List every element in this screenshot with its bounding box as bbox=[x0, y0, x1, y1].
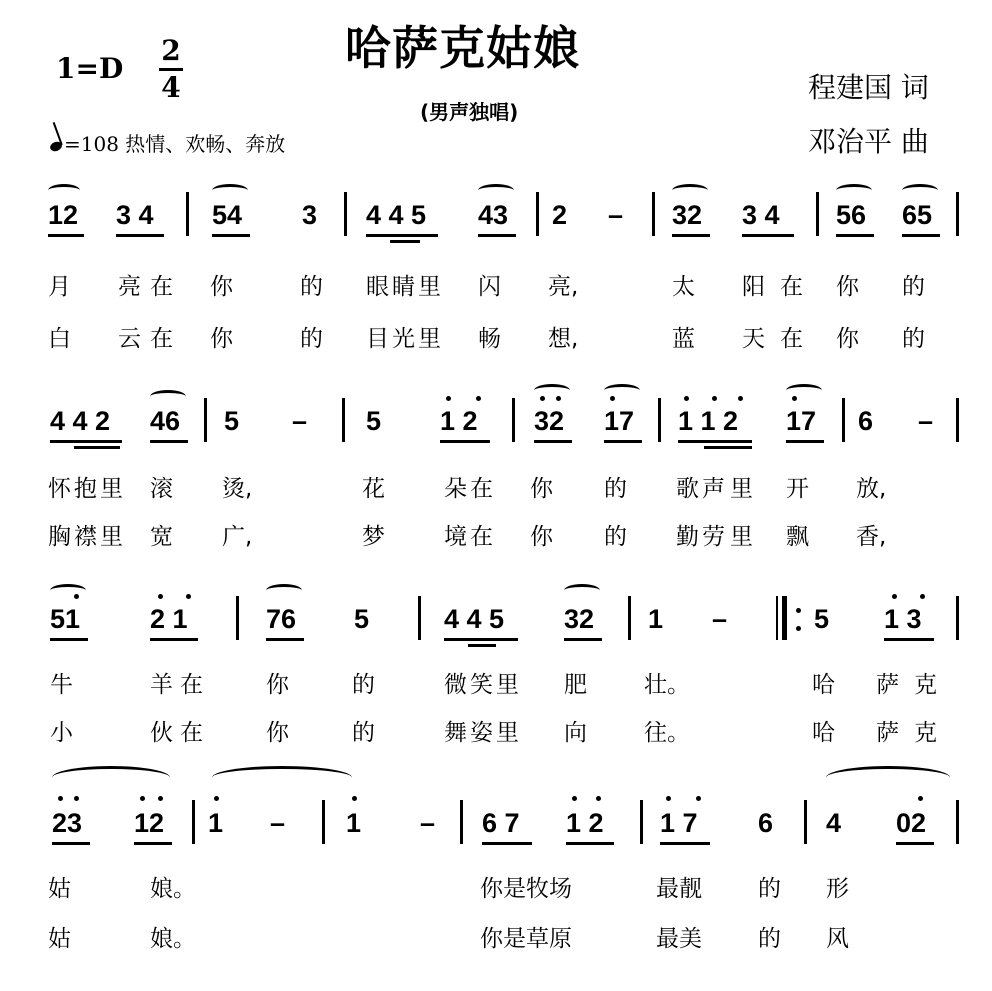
bar-line bbox=[322, 800, 325, 844]
note-group: 1 2 bbox=[440, 406, 478, 436]
beam-underline bbox=[134, 842, 172, 845]
lyric-1: 太 bbox=[672, 274, 695, 300]
note-group: 23 bbox=[52, 808, 83, 838]
lyric-2: 舞 bbox=[444, 720, 467, 746]
lyric-2: 风 bbox=[826, 926, 849, 952]
note-group: 1 2 bbox=[566, 808, 604, 838]
beam-underline bbox=[896, 842, 934, 845]
slur bbox=[50, 584, 86, 597]
lyric-1: 壮。 bbox=[644, 672, 690, 698]
high-octave-dot bbox=[610, 396, 615, 401]
note-group: 43 bbox=[478, 200, 509, 230]
high-octave-dot bbox=[712, 396, 717, 401]
lyric-1: 最靓 bbox=[656, 876, 702, 902]
bar-line bbox=[658, 398, 661, 442]
slur bbox=[150, 390, 186, 403]
lyric-2: 的 bbox=[758, 926, 781, 952]
note-group: 17 bbox=[786, 406, 817, 436]
beam-underline bbox=[366, 234, 438, 237]
lyric-1: 睛 bbox=[392, 274, 415, 300]
beam-underline bbox=[50, 638, 88, 641]
bar-line bbox=[956, 800, 959, 844]
lyric-2: 在 bbox=[150, 326, 173, 352]
bar-line bbox=[652, 192, 655, 236]
bar-line bbox=[628, 596, 631, 640]
lyric-1: 的 bbox=[604, 476, 627, 502]
lyric-1: 放, bbox=[856, 476, 887, 502]
lyric-1: 眼 bbox=[366, 274, 389, 300]
lyric-1: 的 bbox=[300, 274, 323, 300]
lyric-1: 闪 bbox=[478, 274, 501, 300]
bar-line bbox=[186, 192, 189, 236]
beam-underline bbox=[440, 440, 490, 443]
note-group: 5 bbox=[224, 406, 240, 436]
high-octave-dot bbox=[540, 396, 545, 401]
note-group: 3 4 bbox=[116, 200, 154, 230]
note-group: – bbox=[292, 406, 308, 436]
repeat-dot bbox=[796, 626, 801, 631]
lyric-2: 你 bbox=[836, 326, 859, 352]
note-group: – bbox=[918, 406, 934, 436]
bar-line bbox=[204, 398, 207, 442]
lyric-1: 在 bbox=[150, 274, 173, 300]
lyric-2: 的 bbox=[352, 720, 375, 746]
lyric-1: 怀 bbox=[48, 476, 71, 502]
lyric-1: 抱 bbox=[74, 476, 97, 502]
lyric-2: 里 bbox=[100, 524, 123, 550]
high-octave-dot bbox=[684, 396, 689, 401]
note-group: – bbox=[420, 808, 436, 838]
beam-underline bbox=[534, 440, 572, 443]
bar-line bbox=[236, 596, 239, 640]
note-group: 1 1 2 bbox=[678, 406, 739, 436]
high-octave-dot bbox=[792, 396, 797, 401]
note-group: 6 bbox=[758, 808, 774, 838]
note-group: 4 4 5 bbox=[444, 604, 505, 634]
slur bbox=[826, 766, 950, 789]
beam-underline bbox=[444, 638, 518, 641]
lyric-1: 里 bbox=[418, 274, 441, 300]
lyric-1: 里 bbox=[100, 476, 123, 502]
lyric-2: 胸 bbox=[48, 524, 71, 550]
slur bbox=[604, 384, 640, 397]
bar-line bbox=[536, 192, 539, 236]
lyric-2: 宽 bbox=[150, 524, 173, 550]
high-octave-dot bbox=[446, 396, 451, 401]
lyric-2: 襟 bbox=[74, 524, 97, 550]
lyric-1: 在 bbox=[780, 274, 803, 300]
beam-underline bbox=[150, 638, 198, 641]
lyric-2: 的 bbox=[902, 326, 925, 352]
time-signature bbox=[158, 34, 184, 105]
note-group: 5 bbox=[366, 406, 382, 436]
note-group: 32 bbox=[672, 200, 703, 230]
tempo-marking bbox=[50, 128, 285, 157]
note-group: – bbox=[712, 604, 728, 634]
note-group: 3 4 bbox=[742, 200, 780, 230]
lyric-2: 天 bbox=[742, 326, 765, 352]
beam-underline bbox=[74, 446, 120, 449]
lyric-2: 广, bbox=[222, 524, 253, 550]
high-octave-dot bbox=[738, 396, 743, 401]
lyric-2: 娘。 bbox=[150, 926, 196, 952]
bar-line bbox=[956, 596, 959, 640]
beam-underline bbox=[742, 234, 794, 237]
song-title: 哈萨克姑娘 bbox=[345, 21, 580, 75]
lyric-2: 你 bbox=[210, 326, 233, 352]
slur bbox=[48, 184, 80, 197]
bar-line bbox=[816, 192, 819, 236]
beam-underline bbox=[482, 842, 532, 845]
beam-underline bbox=[566, 842, 614, 845]
lyric-2: 姑 bbox=[48, 926, 71, 952]
high-octave-dot bbox=[158, 796, 163, 801]
key-signature: 1=D bbox=[56, 52, 124, 85]
lyric-1: 的 bbox=[902, 274, 925, 300]
beam-underline bbox=[836, 234, 874, 237]
note-group: 4 bbox=[826, 808, 842, 838]
beam-underline bbox=[150, 440, 188, 443]
note-group: 6 bbox=[858, 406, 874, 436]
lyric-2: 勤 bbox=[676, 524, 699, 550]
lyric-2: 里 bbox=[418, 326, 441, 352]
beam-underline bbox=[902, 234, 940, 237]
beam-underline bbox=[48, 234, 84, 237]
beam-underline bbox=[50, 440, 122, 443]
beam-underline bbox=[390, 240, 420, 243]
beam-underline bbox=[564, 638, 602, 641]
note-group: 56 bbox=[836, 200, 867, 230]
lyric-1: 烫, bbox=[222, 476, 253, 502]
lyric-2: 在 bbox=[470, 524, 493, 550]
high-octave-dot bbox=[352, 796, 357, 801]
lyric-2: 目 bbox=[366, 326, 389, 352]
lyric-1: 克 bbox=[914, 672, 937, 698]
lyric-2: 向 bbox=[564, 720, 587, 746]
beam-underline bbox=[266, 638, 304, 641]
slur bbox=[902, 184, 938, 197]
lyric-2: 小 bbox=[50, 720, 73, 746]
high-octave-dot bbox=[158, 594, 163, 599]
lyric-1: 萨 bbox=[876, 672, 899, 698]
note-group: 02 bbox=[896, 808, 927, 838]
staff-line-3 bbox=[0, 604, 992, 664]
note-group: 3 bbox=[302, 200, 318, 230]
lyric-1: 花 bbox=[362, 476, 385, 502]
note-group: 5 bbox=[814, 604, 830, 634]
lyric-1: 娘。 bbox=[150, 876, 196, 902]
slur bbox=[478, 184, 514, 197]
lyric-2: 你 bbox=[266, 720, 289, 746]
lyric-2: 往。 bbox=[644, 720, 690, 746]
lyric-2: 劳 bbox=[702, 524, 725, 550]
bar-line bbox=[842, 398, 845, 442]
slur bbox=[266, 584, 302, 597]
lyric-2: 想, bbox=[548, 326, 579, 352]
slur bbox=[212, 184, 248, 197]
high-octave-dot bbox=[596, 796, 601, 801]
lyric-1: 开 bbox=[786, 476, 809, 502]
lyric-2: 伙 bbox=[150, 720, 173, 746]
lyric-1: 哈 bbox=[812, 672, 835, 698]
lyric-1: 里 bbox=[496, 672, 519, 698]
lyric-1: 肥 bbox=[564, 672, 587, 698]
lyric-2: 在 bbox=[180, 720, 203, 746]
lyric-2: 你是草原 bbox=[480, 926, 572, 952]
note-group: 65 bbox=[902, 200, 933, 230]
lyric-1: 声 bbox=[702, 476, 725, 502]
bar-line bbox=[344, 192, 347, 236]
lyric-2: 境 bbox=[444, 524, 467, 550]
note-group: – bbox=[270, 808, 286, 838]
high-octave-dot bbox=[696, 796, 701, 801]
lyric-1: 歌 bbox=[676, 476, 699, 502]
high-octave-dot bbox=[920, 594, 925, 599]
high-octave-dot bbox=[140, 796, 145, 801]
beam-underline bbox=[478, 234, 516, 237]
beam-underline bbox=[786, 440, 824, 443]
note-group: 54 bbox=[212, 200, 243, 230]
bar-line bbox=[956, 192, 959, 236]
lyric-1: 你 bbox=[210, 274, 233, 300]
beam-underline bbox=[672, 234, 710, 237]
lyric-2: 梦 bbox=[362, 524, 385, 550]
note-group: 2 1 bbox=[150, 604, 188, 634]
lyric-2: 光 bbox=[392, 326, 415, 352]
note-group: 76 bbox=[266, 604, 297, 634]
lyric-1: 亮 bbox=[118, 274, 141, 300]
lyric-2: 的 bbox=[300, 326, 323, 352]
lyric-2: 里 bbox=[730, 524, 753, 550]
lyric-1: 牛 bbox=[50, 672, 73, 698]
lyric-2: 最美 bbox=[656, 926, 702, 952]
note-group: 1 3 bbox=[884, 604, 922, 634]
bar-line bbox=[418, 596, 421, 640]
lyric-1: 你 bbox=[266, 672, 289, 698]
bar-line bbox=[804, 800, 807, 844]
tempo-text: =108 热情、欢畅、奔放 bbox=[64, 132, 286, 156]
staff-line-4 bbox=[0, 808, 992, 868]
lyric-2: 姿 bbox=[470, 720, 493, 746]
lyric-1: 阳 bbox=[742, 274, 765, 300]
lyric-1: 微 bbox=[444, 672, 467, 698]
bar-line bbox=[342, 398, 345, 442]
slur bbox=[52, 766, 170, 789]
song-subtitle: (男声独唱) bbox=[420, 100, 519, 124]
lyric-1: 羊 bbox=[150, 672, 173, 698]
lyric-1: 你是牧场 bbox=[480, 876, 572, 902]
note-group: 1 bbox=[648, 604, 664, 634]
lyric-1: 在 bbox=[470, 476, 493, 502]
slur bbox=[672, 184, 708, 197]
lyricist-credit: 程建国 词 bbox=[808, 71, 929, 104]
lyric-2: 在 bbox=[780, 326, 803, 352]
high-octave-dot bbox=[186, 594, 191, 599]
note-group: 32 bbox=[564, 604, 595, 634]
note-group: 12 bbox=[134, 808, 165, 838]
beam-underline bbox=[604, 440, 642, 443]
lyric-2: 里 bbox=[496, 720, 519, 746]
bar-line bbox=[192, 800, 195, 844]
lyric-1: 的 bbox=[352, 672, 375, 698]
lyric-1: 笑 bbox=[470, 672, 493, 698]
beam-underline bbox=[704, 446, 752, 449]
staff-line-2 bbox=[0, 406, 992, 466]
lyric-1: 朵 bbox=[444, 476, 467, 502]
slur bbox=[212, 766, 352, 789]
note-group: 12 bbox=[48, 200, 79, 230]
high-octave-dot bbox=[476, 396, 481, 401]
note-group: 6 7 bbox=[482, 808, 520, 838]
lyric-2: 蓝 bbox=[672, 326, 695, 352]
bar-line bbox=[956, 398, 959, 442]
lyric-1: 你 bbox=[530, 476, 553, 502]
bar-line bbox=[640, 800, 643, 844]
lyric-2: 香, bbox=[856, 524, 887, 550]
beam-underline bbox=[212, 234, 250, 237]
lyric-2: 萨 bbox=[876, 720, 899, 746]
lyric-1: 月 bbox=[48, 274, 71, 300]
high-octave-dot bbox=[572, 796, 577, 801]
lyric-2: 克 bbox=[914, 720, 937, 746]
composer-credit: 邓治平 曲 bbox=[808, 125, 929, 158]
lyric-2: 白 bbox=[48, 326, 71, 352]
lyric-2: 畅 bbox=[478, 326, 501, 352]
note-group: 51 bbox=[50, 604, 81, 634]
note-group: 46 bbox=[150, 406, 181, 436]
bar-line bbox=[460, 800, 463, 844]
note-group: 32 bbox=[534, 406, 565, 436]
lyric-1: 形 bbox=[826, 876, 849, 902]
lyric-1: 里 bbox=[730, 476, 753, 502]
high-octave-dot bbox=[58, 796, 63, 801]
high-octave-dot bbox=[666, 796, 671, 801]
lyric-1: 你 bbox=[836, 274, 859, 300]
lyric-1: 在 bbox=[180, 672, 203, 698]
lyric-1: 滚 bbox=[150, 476, 173, 502]
beam-underline bbox=[468, 644, 496, 647]
high-octave-dot bbox=[556, 396, 561, 401]
slur bbox=[534, 384, 570, 397]
quarter-note-icon bbox=[49, 140, 63, 153]
slur bbox=[564, 584, 600, 597]
lyric-2: 的 bbox=[604, 524, 627, 550]
lyric-2: 哈 bbox=[812, 720, 835, 746]
lyric-2: 飘 bbox=[786, 524, 809, 550]
note-group: 5 bbox=[354, 604, 370, 634]
note-group: 2 bbox=[552, 200, 568, 230]
high-octave-dot bbox=[918, 796, 923, 801]
note-group: 17 bbox=[604, 406, 635, 436]
high-octave-dot bbox=[74, 796, 79, 801]
note-group: 1 bbox=[208, 808, 224, 838]
note-group: 1 bbox=[346, 808, 362, 838]
note-group: 4 4 2 bbox=[50, 406, 111, 436]
bar-line bbox=[512, 398, 515, 442]
repeat-bar-thin bbox=[776, 596, 778, 640]
high-octave-dot bbox=[74, 594, 79, 599]
meter-top: 2 bbox=[161, 34, 181, 67]
note-group: 4 4 5 bbox=[366, 200, 427, 230]
lyric-1: 亮, bbox=[548, 274, 579, 300]
slur bbox=[786, 384, 822, 397]
repeat-dot bbox=[796, 608, 801, 613]
repeat-bar-thick bbox=[782, 596, 787, 640]
note-group: 1 7 bbox=[660, 808, 698, 838]
beam-underline bbox=[678, 440, 752, 443]
meter-bottom: 4 bbox=[161, 71, 181, 104]
high-octave-dot bbox=[214, 796, 219, 801]
note-group: – bbox=[608, 200, 624, 230]
lyric-1: 姑 bbox=[48, 876, 71, 902]
lyric-2: 你 bbox=[530, 524, 553, 550]
slur bbox=[836, 184, 872, 197]
beam-underline bbox=[116, 234, 164, 237]
beam-underline bbox=[52, 842, 90, 845]
lyric-2: 云 bbox=[118, 326, 141, 352]
lyric-1: 的 bbox=[758, 876, 781, 902]
beam-underline bbox=[884, 638, 934, 641]
staff-line-1 bbox=[0, 200, 992, 260]
beam-underline bbox=[660, 842, 710, 845]
high-octave-dot bbox=[892, 594, 897, 599]
